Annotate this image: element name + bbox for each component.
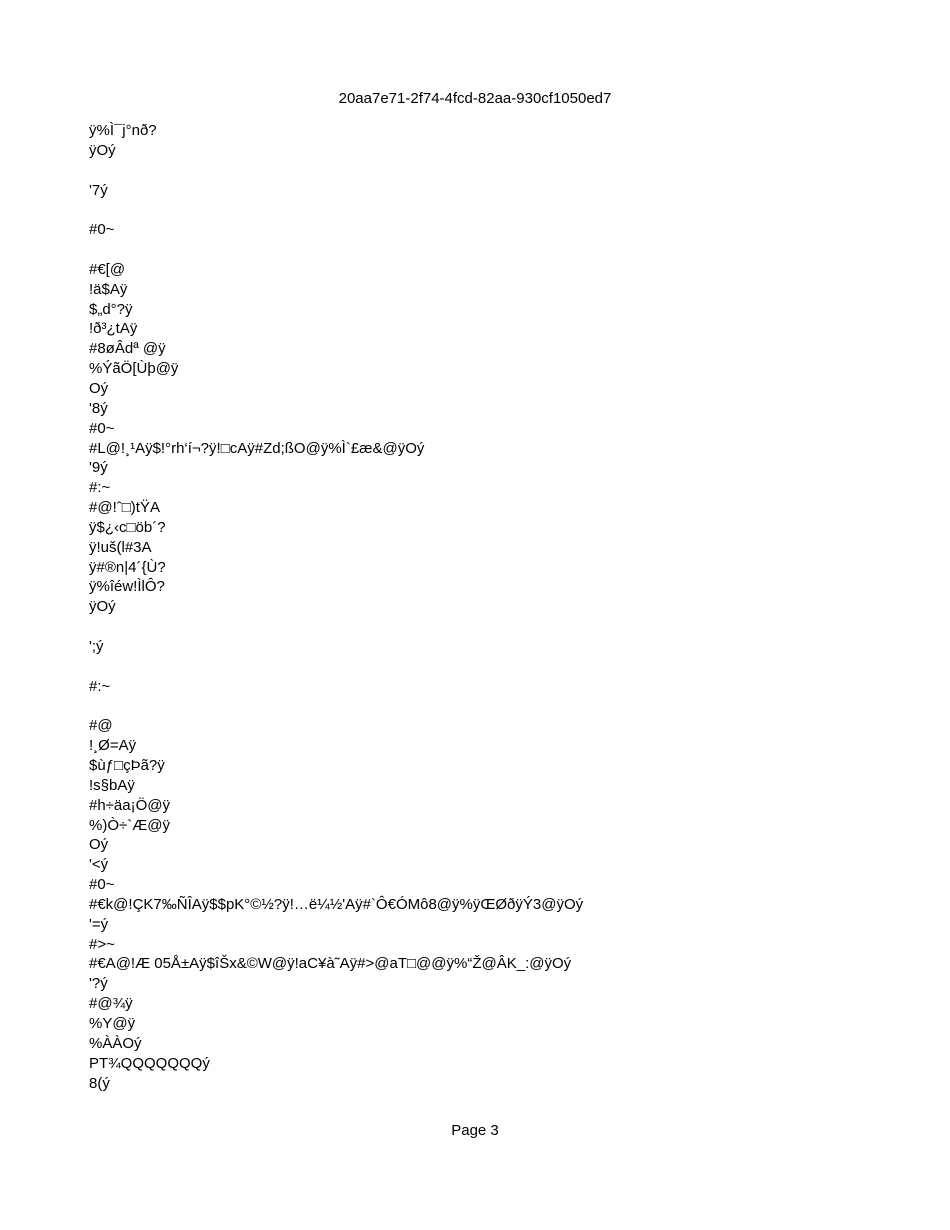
- blank-line: [89, 617, 889, 637]
- page-footer: [0, 1122, 950, 1140]
- text-line: ÿ%Ì¯j°nð?: [89, 122, 157, 139]
- text-line: ÿ$¿‹c□öb´?: [89, 518, 166, 536]
- text-line: %)Ò÷`Æ@ÿ: [89, 816, 170, 834]
- document-body: [89, 121, 889, 1093]
- text-line: ÿOý: [89, 141, 116, 159]
- text-line: #0~: [89, 221, 115, 239]
- blank-line: [89, 161, 889, 181]
- text-line: ';ý: [89, 637, 104, 655]
- text-line: %Y@ÿ: [89, 1014, 136, 1032]
- text-line: '9ý: [89, 459, 108, 477]
- text-line: '<ý: [89, 856, 109, 874]
- text-line: ÿ!uš(l#3A: [89, 538, 152, 556]
- text-line: #@¾ÿ: [89, 995, 133, 1013]
- page-number: Page 3: [451, 1122, 499, 1139]
- text-line: ÿ#®n|4´{Ù?: [89, 558, 166, 576]
- text-line: ÿOý: [89, 598, 116, 616]
- text-line: #€[@: [89, 260, 126, 278]
- text-line: $ùƒ□çÞã?ÿ: [89, 757, 165, 774]
- text-line: #L@!¸¹Aÿ$!°rh‘í¬?ÿ!□cAÿ#Zd;ßO@ÿ%Ì`£æ&@ÿOý: [89, 439, 425, 457]
- text-line: !ä$Aÿ: [89, 280, 128, 298]
- text-line: %ÀÀOý: [89, 1034, 142, 1052]
- text-line: #:~: [89, 479, 111, 497]
- blank-line: [89, 240, 889, 260]
- text-line: ÿ%îéw!ÌlÔ?: [89, 578, 165, 596]
- text-line: !ð³¿tAÿ: [89, 320, 138, 338]
- text-line: '8ý: [89, 399, 108, 417]
- text-line: %ÝãÖ[Ùþ@ÿ: [89, 360, 179, 378]
- text-line: $„d°?ÿ: [89, 300, 133, 318]
- text-line: Oý: [89, 836, 109, 854]
- text-line: #0~: [89, 876, 115, 894]
- text-line: Oý: [89, 379, 109, 397]
- text-line: #8øÂdª @ÿ: [89, 340, 166, 358]
- text-line: #>~: [89, 935, 115, 953]
- text-line: PT¾QQQQQQQý: [89, 1054, 210, 1072]
- text-line: '=ý: [89, 915, 109, 933]
- blank-line: [89, 200, 889, 220]
- document-id: 20aa7e71-2f74-4fcd-82aa-930cf1050ed7: [338, 90, 612, 107]
- text-line: '?ý: [89, 975, 108, 993]
- text-line: #:~: [89, 677, 111, 695]
- text-line: #@!ˆ□)tŸA: [89, 499, 160, 517]
- text-line: #0~: [89, 419, 115, 437]
- text-line: #h÷äa¡Ö@ÿ: [89, 796, 170, 814]
- text-line: #€A@!Æ 05Å±Aÿ$îŠx&©W@ÿ!aC¥à˜Aÿ#>@aT□@@ÿ%“Ž@ÂK_:@ÿOý: [89, 955, 572, 973]
- text-line: 8(ý: [89, 1074, 110, 1092]
- text-line: '7ý: [89, 181, 108, 199]
- blank-line: [89, 657, 889, 677]
- text-line: #€k@!ÇK7‰ÑÎAÿ$$pK°©½?ÿ!…ë¼½'Aÿ#`Ô€ÓMô8@ÿ%ÿŒØðÿÝ3@ÿOý: [89, 895, 584, 913]
- text-line: #@: [89, 717, 113, 735]
- blank-line: [89, 696, 889, 716]
- page-header: [0, 90, 950, 108]
- text-line: !¸Ø=Aÿ: [89, 737, 137, 755]
- text-line: !s§bAÿ: [89, 776, 135, 794]
